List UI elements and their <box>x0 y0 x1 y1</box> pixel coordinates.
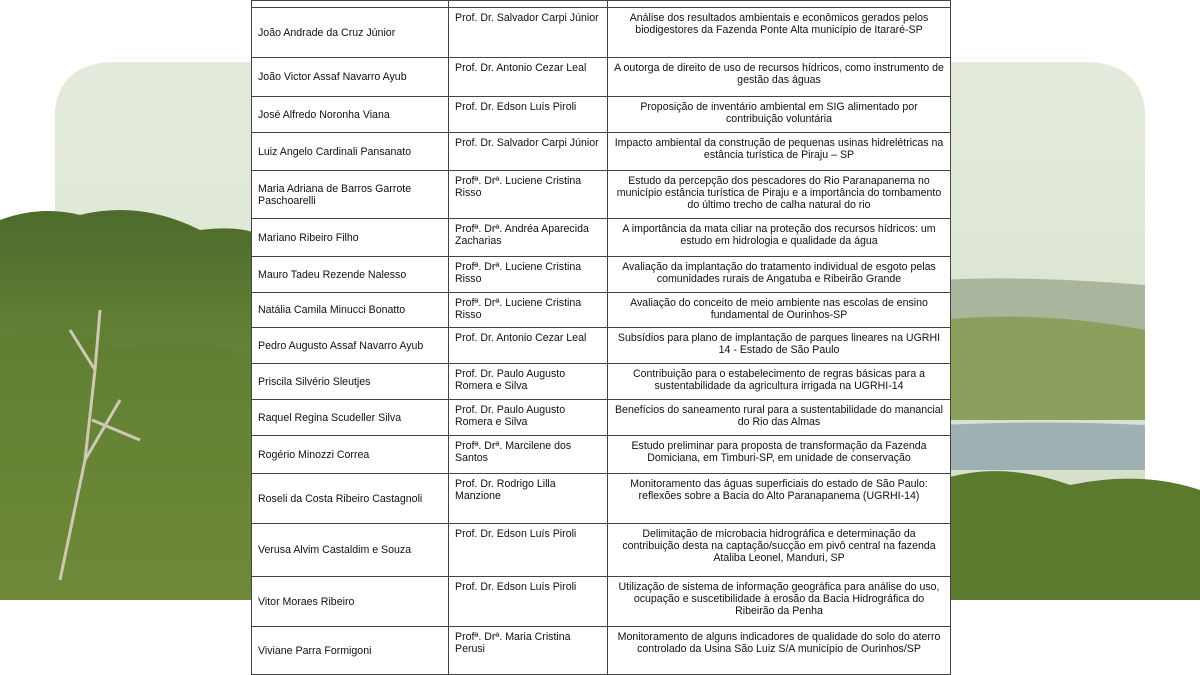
advisor-name: Profª. Drª. Maria Cristina Perusi <box>449 627 608 675</box>
advisor-name: Prof. Dr. Edson Luís Piroli <box>449 524 608 577</box>
student-name: Pedro Augusto Assaf Navarro Ayub <box>252 328 449 364</box>
advisor-name: Prof. Dr. Edson Luís Piroli <box>449 97 608 133</box>
dissertation-table <box>251 0 951 675</box>
advisor-name: Profª. Drª. Luciene Cristina Risso <box>449 171 608 219</box>
thesis-title: Análise dos resultados ambientais e econômicos gerados pelos biodigestores da Fazenda Ponte Alta município de Itararé-SP <box>608 8 951 58</box>
thesis-title: Estudo da percepção dos pescadores do Rio Paranapanema no município estância turística de Piraju e a importância do tombamento do último trecho de calha natural do rio <box>608 171 951 219</box>
thesis-title: Impacto ambiental da construção de pequenas usinas hidrelétricas na estância turística de Piraju – SP <box>608 133 951 171</box>
advisor-name: Profª. Drª. Andréa Aparecida Zacharias <box>449 219 608 257</box>
table-row <box>252 219 951 257</box>
student-name: Mauro Tadeu Rezende Nalesso <box>252 257 449 293</box>
advisor-name: Profª. Drª. Luciene Cristina Risso <box>449 257 608 293</box>
advisor-name: Prof. Dr. Paulo Augusto Romera e Silva <box>449 400 608 436</box>
table-row <box>252 436 951 474</box>
table-row <box>252 97 951 133</box>
table-row <box>252 171 951 219</box>
table-row <box>252 627 951 675</box>
student-name: Priscila Silvério Sleutjes <box>252 364 449 400</box>
student-name: Roseli da Costa Ribeiro Castagnoli <box>252 474 449 524</box>
student-name: Raquel Regina Scudeller Silva <box>252 400 449 436</box>
advisor-name: Prof. Dr. Paulo Augusto Romera e Silva <box>449 364 608 400</box>
table-row <box>252 524 951 577</box>
advisor-name: Profª. Drª. Luciene Cristina Risso <box>449 293 608 328</box>
table-row <box>252 58 951 97</box>
table-row <box>252 577 951 627</box>
student-name: José Alfredo Noronha Viana <box>252 97 449 133</box>
thesis-title: Proposição de inventário ambiental em SIG alimentado por contribuição voluntária <box>608 97 951 133</box>
advisor-name: Profª. Drª. Marcilene dos Santos <box>449 436 608 474</box>
thesis-title: Avaliação da implantação do tratamento individual de esgoto pelas comunidades rurais de Angatuba e Ribeirão Grande <box>608 257 951 293</box>
student-name: Maria Adriana de Barros Garrote Paschoarelli <box>252 171 449 219</box>
table-row <box>252 400 951 436</box>
left-landscape-image <box>0 40 260 600</box>
table-row <box>252 257 951 293</box>
thesis-title: Avaliação do conceito de meio ambiente nas escolas de ensino fundamental de Ourinhos-SP <box>608 293 951 328</box>
advisor-name: Prof. Dr. Salvador Carpi Júnior <box>449 8 608 58</box>
advisor-name: Prof. Dr. Salvador Carpi Júnior <box>449 133 608 171</box>
right-landscape-image <box>940 40 1200 600</box>
thesis-title: Benefícios do saneamento rural para a sustentabilidade do manancial do Rio das Almas <box>608 400 951 436</box>
student-name: Rogério Minozzi Correa <box>252 436 449 474</box>
student-name: João Andrade da Cruz Júnior <box>252 8 449 58</box>
table-row <box>252 293 951 328</box>
student-name: Luiz Angelo Cardinali Pansanato <box>252 133 449 171</box>
thesis-title: Delimitação de microbacia hidrográfica e determinação da contribuição desta na captação/sucção em pivô central na fazenda Ataliba Leonel, Manduri, SP <box>608 524 951 577</box>
advisor-name: Prof. Dr. Antonio Cezar Leal <box>449 58 608 97</box>
student-name: João Victor Assaf Navarro Ayub <box>252 58 449 97</box>
dissertation-table-container <box>251 0 951 675</box>
student-name: Verusa Alvim Castaldim e Souza <box>252 524 449 577</box>
table-row <box>252 364 951 400</box>
thesis-title: A outorga de direito de uso de recursos hídricos, como instrumento de gestão das águas <box>608 58 951 97</box>
advisor-name: Prof. Dr. Antonio Cezar Leal <box>449 328 608 364</box>
advisor-name: Prof. Dr. Edson Luís Piroli <box>449 577 608 627</box>
student-name: Viviane Parra Formigoni <box>252 627 449 675</box>
student-name: Natália Camila Minucci Bonatto <box>252 293 449 328</box>
table-row <box>252 133 951 171</box>
table-row <box>252 8 951 58</box>
thesis-title: Monitoramento das águas superficiais do estado de São Paulo: reflexões sobre a Bacia do Alto Paranapanema (UGRHI-14) <box>608 474 951 524</box>
student-name: Mariano Ribeiro Filho <box>252 219 449 257</box>
table-row <box>252 474 951 524</box>
thesis-title: A importância da mata ciliar na proteção dos recursos hídricos: um estudo em hidrologia e qualidade da água <box>608 219 951 257</box>
thesis-title: Subsídios para plano de implantação de parques lineares na UGRHI 14 - Estado de São Paulo <box>608 328 951 364</box>
advisor-name: Prof. Dr. Rodrigo Lilla Manzione <box>449 474 608 524</box>
table-row <box>252 328 951 364</box>
student-name: Vitor Moraes Ribeiro <box>252 577 449 627</box>
table-top-edge-row <box>252 1 951 8</box>
thesis-title: Utilização de sistema de informação geográfica para análise do uso, ocupação e suscetibilidade à erosão da Bacia Hidrográfica do Ribeirão da Penha <box>608 577 951 627</box>
thesis-title: Contribuição para o estabelecimento de regras básicas para a sustentabilidade da agricultura irrigada na UGRHI-14 <box>608 364 951 400</box>
thesis-title: Monitoramento de alguns indicadores de qualidade do solo do aterro controlado da Usina São Luiz S/A município de Ourinhos/SP <box>608 627 951 675</box>
thesis-title: Estudo preliminar para proposta de transformação da Fazenda Domiciana, em Timburi-SP, em unidade de conservação <box>608 436 951 474</box>
